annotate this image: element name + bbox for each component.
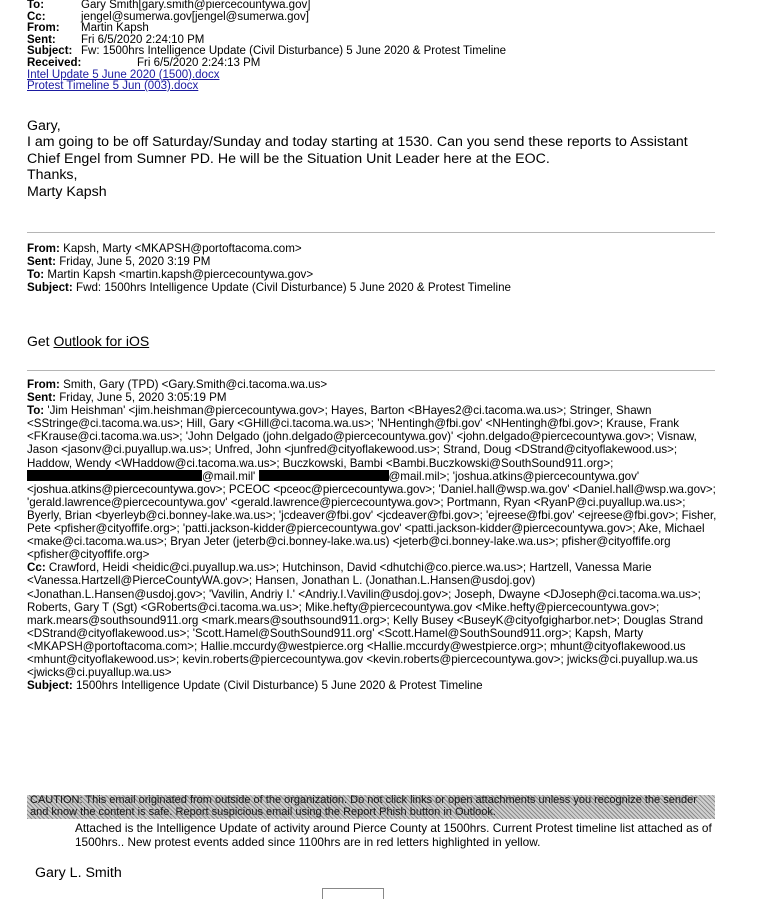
redaction-bar (259, 470, 389, 481)
caution-banner: CAUTION: This email originated from outside of the organization. Do not click links or open attachments unless you recognize the sender and know the content is safe. Report suspicious email using the Report Phish button in Outlook. (27, 795, 715, 819)
sent-value: Fri 6/5/2020 2:24:10 PM (81, 33, 205, 46)
received-row: Received: Fri 6/5/2020 2:24:13 PM (27, 56, 261, 69)
greeting: Gary, (27, 118, 61, 134)
received-value: Fri 6/5/2020 2:24:13 PM (137, 56, 261, 69)
email-header (27, 0, 506, 93)
from-value: Martin Kapsh (81, 22, 149, 35)
cc-recipients: Cc: Crawford, Heidi <heidic@ci.puyallup.wa.us>; Hutchinson, David <dhutchi@co.pierce.wa.us>; Hartzell, Vanessa Marie <Vanessa.Hartzell@PierceCountyWA.gov>; Hansen, Jonathan L. (Jonathan.L.Hansen@usdoj.gov) <Jonathan.L.Hansen@usdoj.gov>; 'Vavilin, Andriy I.' <Andriy.I.Vavilin@usdoj.gov>; Joseph, Dwayne <DJoseph@ci.tacoma.wa.us>; Roberts, Gary T (Sgt) <GRoberts@ci.tacoma.wa.us>; Mike.hefty@piercecountywa.gov <Mike.hefty@piercecountywa.gov>; mark.mears@southsound911.org <mark.mears@southsound911.org>; Kelly Busey <BuseyK@cityofgigharbor.net>; Douglas Strand <DStrand@cityoflakewood.us>; 'Scott.Hamel@SouthSound911.org' <Scott.Hamel@SouthSound911.org>; Kapsh, Marty <MKAPSH@portoftacoma.com>; Hallie.mccurdy@westpierce.org <Hallie.mccurdy@westpierce.org>; mhunt@cityoflakewood.us <mhunt@cityoflakewood.us>; kevin.roberts@piercecountywa.gov <kevin.roberts@piercecountywa.gov>; jwicks@ci.puyallup.wa.us <jwicks@ci.puyallup.wa.us> (27, 561, 704, 680)
to-row: To: Gary Smith[gary.smith@piercecountywa.gov] (27, 0, 311, 11)
to-recipients: To: 'Jim Heishman' <jim.heishman@piercecountywa.gov>; Hayes, Barton <BHayes2@ci.tacoma.wa.us>; Stringer, Shawn <SStringe@ci.tacoma.wa.us>; Hill, Gary <GHill@ci.tacoma.wa.us>; 'NHentingh@fbi.gov' <NHentingh@fbi.gov>; Krause, Frank <FKrause@ci.tacoma.wa.us>; 'John Delgado (john.delgado@piercecountywa.gov)' <john.delgado@piercecountywa.gov>; Visnaw, Jason <jasonv@ci.puyallup.wa.us>; Unfred, John <junfred@cityoflakewood.us>; Strand, Doug <DStrand@cityoflakewood.us>; Haddow, Wendy <WHaddow@ci.tacoma.wa.us>; Buczkowski, Bambi <Bambi.Buczkowski@SouthSound911.org>; @mail.mil' @mail.mil>; 'joshua.atkins@piercecountywa.gov' <joshua.atkins@piercecountywa.gov>; PCEOC <pceoc@piercecountywa.gov>; 'Daniel.hall@wsp.wa.gov' <Daniel.hall@wsp.wa.gov>; 'gerald.lawrence@piercecountywa.gov' <gerald.lawrence@piercecountywa.gov>; Portmann, Ryan <RyanP@ci.puyallup.wa.us>; Byerly, Brian <byerleyb@ci.bonney-lake.wa.us>; 'jcdeaver@fbi.gov' <jcdeaver@fbi.gov>; 'ejreese@fbi.gov' <ejreese@fbi.gov>; Fisher, Pete <pfisher@cityoffife.org>; 'patti.jackson-kidder@piercecountywa.gov' <patti.jackson-kidder@piercecountywa.gov>; Ake, Michael <make@ci.tacoma.wa.us>; Bryan Jeter (jeterb@ci.bonney-lake.wa.us) <jeterb@ci.bonney-lake.wa.us>; pfisher@cityoffife.org <pfisher@cityoffife.org> (27, 404, 717, 562)
thanks: Thanks, (27, 167, 78, 184)
attached-note: Attached is the Intelligence Update of activity around Pierce County at 1500hrs. Current Protest timeline list attached as of 1500hrs.. New protest events added since 1100hrs are in red letters highlighted in yellow. (75, 821, 712, 849)
final-signature: Gary L. Smith (35, 865, 122, 881)
to-value: Gary Smith[gary.smith@piercecountywa.gov] (81, 0, 311, 11)
forward-header-1: From: Kapsh, Marty <MKAPSH@portoftacoma.com> Sent: Friday, June 5, 2020 3:19 PM To: Martin Kapsh <martin.kapsh@piercecountywa.gov> Subject: Fwd: 1500hrs Intelligence Update (Civil Disturbance) 5 June 2020 & Protest Timeline (27, 242, 511, 295)
signature: Marty Kapsh (27, 183, 107, 200)
sent-row: Sent: Fri 6/5/2020 2:24:10 PM (27, 33, 205, 46)
subject-value: Fw: 1500hrs Intelligence Update (Civil Disturbance) 5 June 2020 & Protest Timeline (81, 45, 507, 58)
forward-header-2: From: Smith, Gary (TPD) <Gary.Smith@ci.tacoma.wa.us> Sent: Friday, June 5, 2020 3:05:19 PM To: 'Jim Heishman' <jim.heishman@piercecountywa.gov>; Hayes, Barton <BHayes2@ci.tacoma.wa.us>; Stringer, Shawn <SStringe@ci.tacoma.wa.us>; Hill, Gary <GHill@ci.tacoma.wa.us>; 'NHentingh@fbi.gov' <NHentingh@fbi.gov>; Krause, Frank <FKrause@ci.tacoma.wa.us>; 'John Delgado (john.delgado@piercecountywa.gov)' <john.delgado@piercecountywa.gov>; Visnaw, Jason <jasonv@ci.puyallup.wa.us>; Unfred, John <junfred@cityoflakewood.us>; Strand, Doug <DStrand@cityoflakewood.us>; Haddow, Wendy <WHaddow@ci.tacoma.wa.us>; Buczkowski, Bambi <Bambi.Buczkowski@SouthSound911.org>; @mail.mil' @mail.mil>; 'joshua.atkins@piercecountywa.gov' <joshua.atkins@piercecountywa.gov>; PCEOC <pceoc@piercecountywa.gov>; 'Daniel.hall@wsp.wa.gov' <Daniel.hall@wsp.wa.gov>; 'gerald.lawrence@piercecountywa.gov' <gerald.lawrence@piercecountywa.gov>; Portmann, Ryan <RyanP@ci.puyallup.wa.us>; Byerly, Brian <byerleyb@ci.bonney-lake.wa.us>; 'jcdeaver@fbi.gov' <jcdeaver@fbi.gov>; 'ejreese@fbi.gov' <ejreese@fbi.gov>; Fisher, Pete <pfisher@cityoffife.org>; 'patti.jackson-kidder@piercecountywa.gov' <patti.jackson-kidder@piercecountywa.gov>; Ake, Michael <make@ci.tacoma.wa.us>; Bryan Jeter (jeterb@ci.bonney-lake.wa.us) <jeterb@ci.bonney-lake.wa.us>; pfisher@cityoffife.org <pfisher@cityoffife.org> Cc: Crawford, Heidi <heidic@ci.puyallup.wa.us>; Hutchinson, David <dhutchi@co.pierce.wa.us>; Hartzell, Vanessa Marie <Vanessa.Hartzell@PierceCountyWA.gov>; Hansen, Jonathan L. (Jonathan.L.Hansen@usdoj.gov) <Jonathan.L.Hansen@usdoj.gov>; 'Vavilin, Andriy I.' <Andriy.I.Vavilin@usdoj.gov>; Joseph, Dwayne <DJoseph@ci.tacoma.wa.us>; Roberts, Gary T (Sgt) <GRoberts@ci.tacoma.wa.us>; Mike.hefty@piercecountywa.gov <Mike.hefty@piercecountywa.gov>; mark.mears@southsound911.org <mark.mears@southsound911.org>; Kelly Busey <BuseyK@cityofgigharbor.net>; Douglas Strand <DStrand@cityoflakewood.us>; 'Scott.Hamel@SouthSound911.org' <Scott.Hamel@SouthSound911.org>; Kapsh, Marty <MKAPSH@portoftacoma.com>; Hallie.mccurdy@westpierce.org <Hallie.mccurdy@westpierce.org>; mhunt@cityoflakewood.us <mhunt@cityoflakewood.us>; kevin.roberts@piercecountywa.gov <kevin.roberts@piercecountywa.gov>; jwicks@ci.puyallup.wa.us <jwicks@ci.puyallup.wa.us> Subject: 1500hrs Intelligence Update (Civil Disturbance) 5 June 2020 & Protest Timeline (27, 378, 717, 693)
attachment-link[interactable]: Intel Update 5 June 2020 (1500).docx (27, 68, 220, 81)
outlook-line: Get Outlook for iOS (27, 333, 150, 349)
from-row: From: Martin Kapsh (27, 22, 149, 35)
divider (27, 370, 715, 371)
outlook-link[interactable]: Outlook for iOS (53, 333, 150, 349)
message-body (27, 118, 717, 200)
cc-row: Cc: jengel@sumerwa.gov[jengel@sumerwa.gov] (27, 10, 309, 23)
redaction-bar (27, 470, 202, 481)
page-tab (322, 888, 384, 899)
body-text: I am going to be off Saturday/Sunday and today starting at 1530. Can you send these reports to Assistant Chief Engel from Sumner PD. He will be the Situation Unit Leader here at the EOC. (27, 134, 688, 167)
attachment-link[interactable]: Protest Timeline 5 Jun (003).docx (27, 80, 199, 93)
divider (27, 232, 715, 233)
cc-value: jengel@sumerwa.gov[jengel@sumerwa.gov] (81, 10, 309, 23)
subject-row: Subject: Fw: 1500hrs Intelligence Update (Civil Disturbance) 5 June 2020 & Protest Timeline (27, 45, 507, 58)
